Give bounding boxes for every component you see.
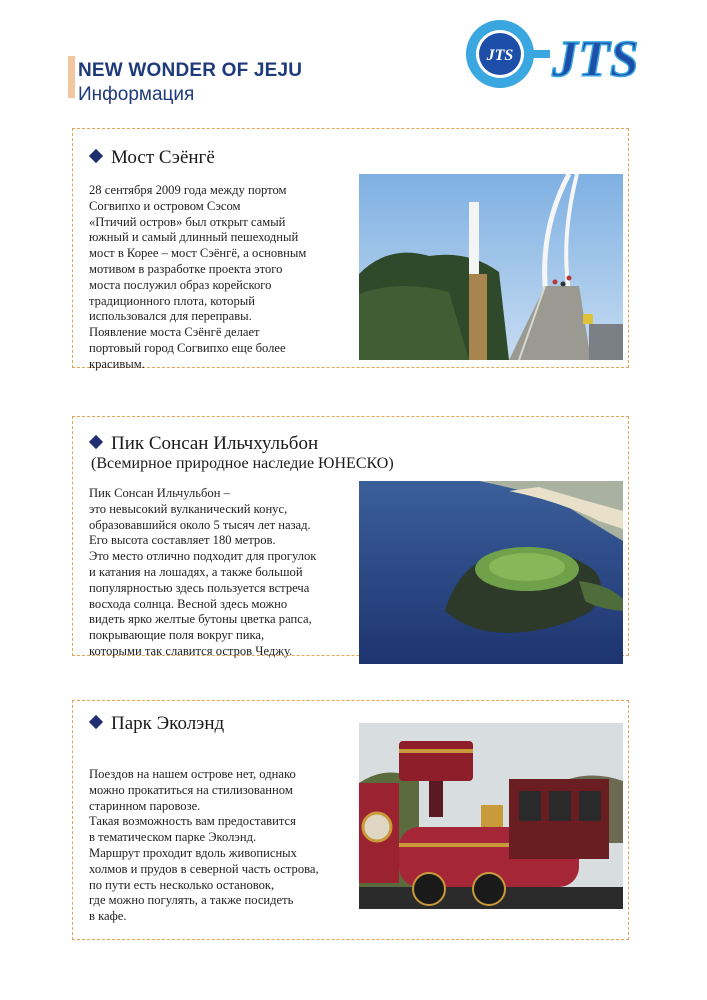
logo-badge-text: JTS xyxy=(486,47,514,64)
header-accent-bar xyxy=(68,56,75,98)
diamond-bullet-icon xyxy=(89,435,103,449)
page-subtitle: Информация xyxy=(78,84,195,105)
section-title: Пик Сонсан Ильчхульбон xyxy=(91,433,318,455)
section-body: Поездов на нашем острове нет, однако можно прокатиться на стилизованном старинном паровозе. Такая возможность вам предоставится в тематическом парке Эколэнд. Маршрут проходит вдоль живописных холмов и прудов в северной часть острова, по пути есть несколько остановок, где можно погулять, а также посидеть в кафе. xyxy=(89,767,319,924)
section-body: 28 сентября 2009 года между портом Согвипхо и островом Сэсом «Птичий остров» был открыт самый южный и самый длинный пешеходный мост в Корее – мост Сэёнгё, а основным мотивом в разработке проекта этого моста послужил образ корейского традиционного плота, который использовался для переправы. Появление моста Сэёнгё делает портовый город Согвипхо еще более красивым. xyxy=(89,183,307,371)
section-card-seongsan xyxy=(72,416,629,656)
pedestrian-bridge-photo xyxy=(359,174,623,360)
steam-train-photo xyxy=(359,723,623,909)
section-card-bridge xyxy=(72,128,629,371)
section-title: Мост Сэёнгё xyxy=(91,147,215,169)
diamond-bullet-icon xyxy=(89,715,103,729)
logo-wordmark: JTS xyxy=(552,31,639,88)
volcanic-crater-aerial-photo xyxy=(359,481,623,664)
section-body: Пик Сонсан Ильчульбон – это невысокий вулканический конус, образовавшийся около 5 тысяч лет назад. Его высота составляет 180 метров. Это место отлично подходит для прогулок и катания на лошадях, а также большой популярностью здесь пользуется встреча восхода солнца. Весной здесь можно видеть ярко желтые бутоны цветка рапса, покрывающие поля вокруг пика, которыми так славится остров Чеджу. xyxy=(89,486,317,658)
section-subtitle: (Всемирное природное наследие ЮНЕСКО) xyxy=(91,455,394,472)
jts-logo xyxy=(462,18,652,92)
page-title: NEW WONDER OF JEJU xyxy=(78,60,303,81)
diamond-bullet-icon xyxy=(89,149,103,163)
section-card-ecoland xyxy=(72,700,629,940)
section-title: Парк Эколэнд xyxy=(91,713,224,735)
